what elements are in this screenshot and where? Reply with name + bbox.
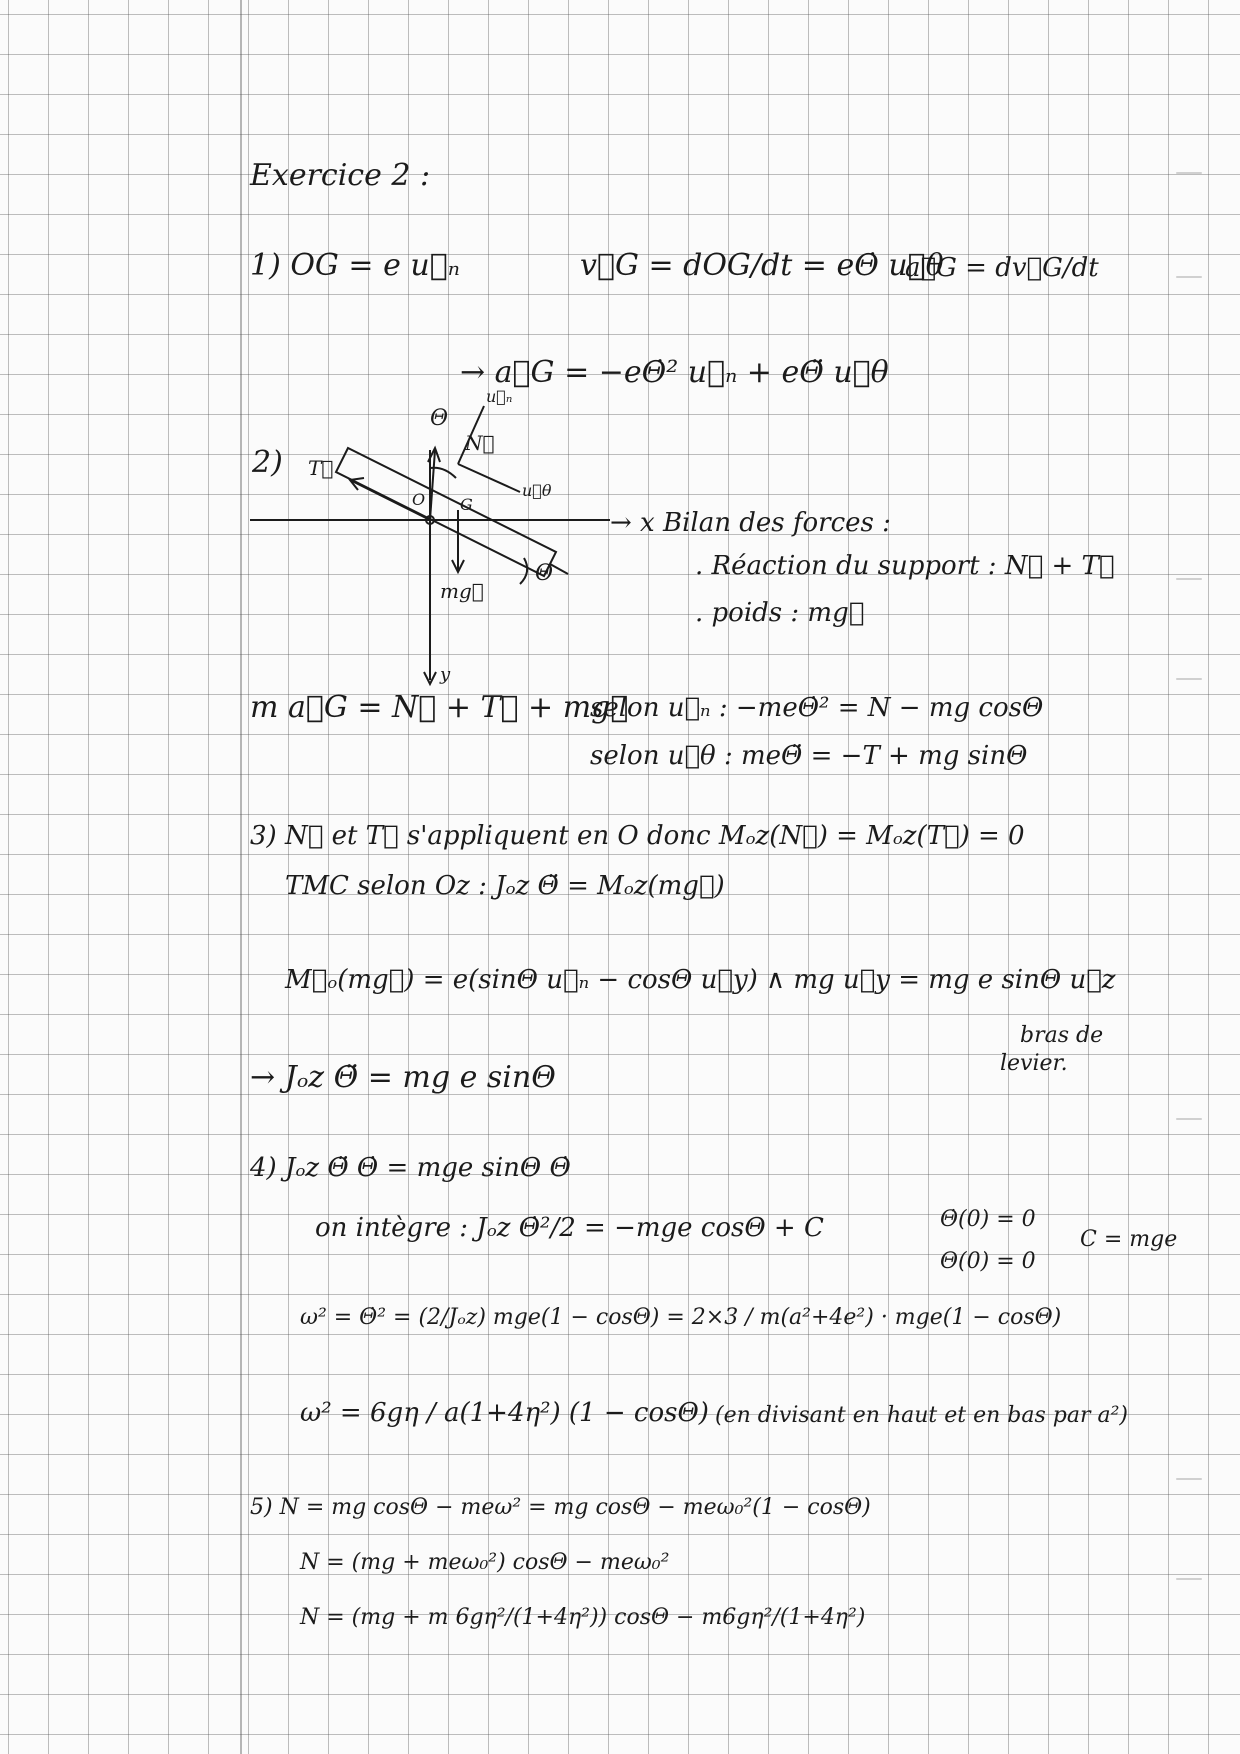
q1-position: 1) OG = e u⃗ₙ — [250, 248, 460, 283]
label-theta-side: Θ — [535, 561, 554, 586]
unit-vector-utheta — [458, 464, 520, 492]
q3-levier: levier. — [1000, 1051, 1068, 1076]
q2-radial-projection: selon u⃗ₙ : −meΘ̇² = N − mg cosΘ — [590, 693, 1044, 723]
label-tangential-force: T⃗ — [308, 456, 334, 480]
q3-bras: bras de — [1020, 1023, 1104, 1048]
theta-arc-side — [520, 558, 527, 584]
q4-constant: C = mge — [1080, 1227, 1178, 1252]
q4-line2: on intègre : Jₒz Θ̇²/2 = −mge cosΘ + C — [315, 1213, 824, 1243]
q5-line3: N = (mg + m 6gη²/(1+4η²)) cosΘ − m6gη²/(1+4η²) — [300, 1605, 866, 1630]
label-theta-top: Θ — [430, 406, 449, 431]
q4-note: (en divisant en haut et en bas par a²) — [715, 1403, 1128, 1428]
label-unit-utheta: u⃗θ — [522, 481, 552, 500]
q1-velocity: v⃗G = dOG/dt = eΘ̇ u⃗θ — [580, 248, 944, 283]
label-unit-ur: u⃗ₙ — [486, 387, 513, 406]
q1-acceleration: → a⃗G = −eΘ̇² u⃗ₙ + eΘ̈ u⃗θ — [460, 355, 889, 390]
exercise-title: Exercice 2 : — [250, 158, 431, 193]
q3-line1: 3) N⃗ et T⃗ s'appliquent en O donc Mₒz(N⃗) = Mₒz(T⃗) = 0 — [250, 821, 1025, 851]
bilan-poids: . poids : mg⃗ — [695, 598, 865, 628]
q4-line3: ω² = Θ̇² = (2/Jₒz) mge(1 − cosΘ) = 2×3 / m(a²+4e²) · mge(1 − cosΘ) — [300, 1305, 1062, 1330]
q2-newton-law: m a⃗G = N⃗ + T⃗ + mg⃗ — [250, 690, 629, 725]
label-normal-force: N⃗ — [465, 431, 495, 455]
bar-rectangle — [336, 448, 556, 576]
q3-line3: M⃗ₒ(mg⃗) = e(sinΘ u⃗ₙ − cosΘ u⃗y) ∧ mg u⃗y = mg e sinΘ u⃗z — [285, 965, 1116, 995]
bilan-title: → x Bilan des forces : — [610, 508, 891, 538]
label-center-G: G — [460, 495, 473, 514]
q4-line4: ω² = 6gη / a(1+4η²) (1 − cosΘ) — [300, 1398, 709, 1428]
label-weight: mg⃗ — [440, 579, 484, 603]
q5-line1: 5) N = mg cosΘ − meω² = mg cosΘ − meω₀²(1 − cosΘ) — [250, 1495, 871, 1520]
bilan-reaction: . Réaction du support : N⃗ + T⃗ — [695, 551, 1115, 581]
q4-line1: 4) Jₒz Θ̈ Θ̇ = mge sinΘ Θ̇ — [250, 1153, 571, 1183]
label-pivot-O: O — [412, 490, 426, 509]
q2-label: 2) — [252, 445, 283, 480]
q3-line2: TMC selon Oz : Jₒz Θ̈ = Mₒz(mg⃗) — [285, 871, 725, 901]
q1-acceleration-def: a⃗G = dv⃗G/dt — [905, 253, 1099, 283]
label-y-axis: y — [440, 664, 451, 685]
q2-tangential-projection: selon u⃗θ : meΘ̈ = −T + mg sinΘ — [590, 741, 1028, 771]
q4-initial-angle: Θ(0) = 0 — [940, 1249, 1036, 1274]
q5-line2: N = (mg + meω₀²) cosΘ − meω₀² — [300, 1550, 670, 1575]
q3-result: → Jₒz Θ̈ = mg e sinΘ — [250, 1060, 556, 1095]
q4-initial-velocity: Θ̇(0) = 0 — [940, 1207, 1036, 1232]
